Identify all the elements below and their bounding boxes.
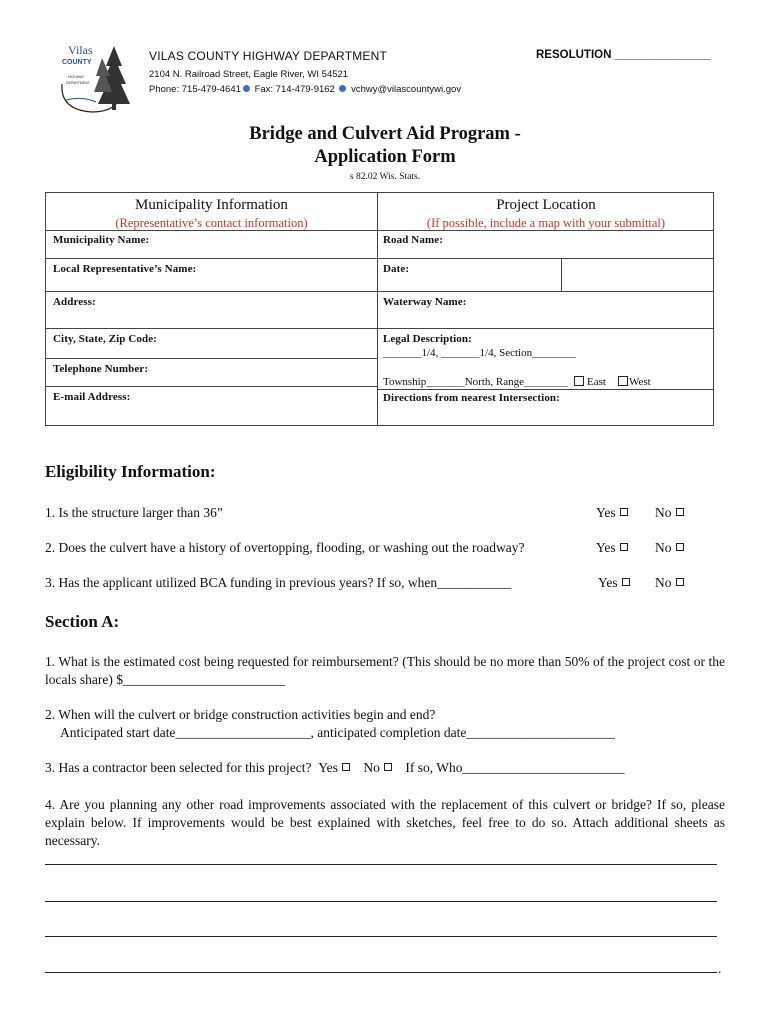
address-field[interactable]: Address: (53, 296, 96, 308)
explanation-line-4[interactable] (45, 972, 717, 973)
representative-name-field[interactable]: Local Representative’s Name: (53, 263, 197, 275)
section-a-question-1[interactable]: 1. What is the estimated cost being requested for reimbursement? (This should be no more than 50% of the project cost or the locals share) $________________________ (45, 654, 725, 687)
statute-reference: s 82.02 Wis. Stats. (349, 172, 421, 182)
q2-yes-checkbox[interactable] (620, 543, 628, 551)
form-title: Bridge and Culvert Aid Program - (249, 124, 521, 144)
letterhead (0, 0, 770, 120)
yes-label: Yes (598, 575, 618, 590)
waterway-name-field[interactable]: Waterway Name: (383, 296, 467, 308)
section-a-question-3 (45, 760, 625, 776)
q3-contractor-no-label: No (363, 760, 380, 775)
q3-no-option[interactable] (655, 575, 684, 591)
municipality-heading: Municipality Information (135, 197, 288, 213)
svg-text:COUNTY: COUNTY (62, 59, 92, 66)
svg-text:Vilas: Vilas (68, 44, 93, 57)
directions-field[interactable]: Directions from nearest Intersection: (383, 392, 560, 404)
project-heading: Project Location (496, 197, 596, 213)
east-label: East (587, 376, 606, 388)
project-subheading: (If possible, include a map with your submittal) (426, 216, 666, 230)
q1-no-checkbox[interactable] (676, 508, 684, 516)
bullet-icon (339, 85, 346, 92)
telephone-field[interactable]: Telephone Number: (53, 363, 149, 375)
q1-no-option[interactable] (655, 505, 684, 521)
date-field[interactable]: Date: (383, 263, 410, 275)
q3-no-checkbox[interactable] (676, 578, 684, 586)
yes-label: Yes (596, 540, 616, 555)
email-text: vchwy@vilascountywi.gov (351, 84, 462, 95)
form-title-line2: Application Form (314, 147, 456, 167)
explanation-line-3[interactable] (45, 936, 717, 937)
contractor-yes-checkbox[interactable] (342, 763, 350, 771)
q2-yes-option[interactable] (596, 540, 628, 556)
q2-no-checkbox[interactable] (676, 543, 684, 551)
q3-yes-option[interactable] (598, 575, 630, 591)
municipality-name-field[interactable]: Municipality Name: (53, 234, 150, 246)
section-a-question-2-dates[interactable]: Anticipated start date____________________, anticipated completion date______________________ (60, 725, 615, 740)
bullet-icon (243, 85, 250, 92)
section-a-question-2: 2. When will the culvert or bridge construction activities begin and end? (45, 707, 436, 722)
contractor-who-field[interactable]: If so, Who________________________ (405, 760, 625, 775)
information-table (45, 192, 714, 426)
svg-text:DEPARTMENT: DEPARTMENT (66, 81, 90, 85)
section-a-question-4: 4. Are you planning any other road improvements associated with the replacement of this culvert or bridge? If so, please explain below. If improvements would be best explained with sketches, feel free to do so. Attach additional sheets as necessary. (45, 797, 725, 848)
department-contact (149, 84, 461, 95)
east-checkbox[interactable] (574, 376, 584, 386)
eligibility-question-3[interactable]: 3. Has the applicant utilized BCA funding in previous years? If so, when___________ (45, 575, 512, 590)
explanation-line-1[interactable] (45, 864, 717, 865)
eligibility-heading: Eligibility Information: (45, 462, 216, 481)
no-label: No (655, 540, 672, 555)
eligibility-question-1: 1. Is the structure larger than 36” (45, 505, 223, 520)
township-range-text[interactable]: Township_______North, Range________ (383, 376, 568, 388)
yes-label: Yes (596, 505, 616, 520)
q1-yes-checkbox[interactable] (620, 508, 628, 516)
municipality-subheading: (Representative’s contact information) (115, 216, 308, 230)
fax-text: Fax: 714-479-9162 (254, 84, 335, 95)
q3-contractor-text: 3. Has a contractor been selected for this project? (45, 760, 312, 775)
q3-contractor-yes-label: Yes (318, 760, 338, 775)
svg-text:HIGHWAY: HIGHWAY (68, 75, 85, 79)
q1-yes-option[interactable] (596, 505, 628, 521)
vilas-county-logo (56, 44, 132, 114)
department-name: VILAS COUNTY HIGHWAY DEPARTMENT (149, 49, 388, 63)
resolution-field[interactable]: RESOLUTION _______________ (536, 49, 711, 61)
q2-no-option[interactable] (655, 540, 684, 556)
eligibility-question-2: 2. Does the culvert have a history of overtopping, flooding, or washing out the roadway? (45, 540, 525, 555)
west-checkbox[interactable] (618, 376, 628, 386)
end-period: . (718, 961, 722, 976)
west-label: West (628, 376, 651, 388)
q3-yes-checkbox[interactable] (622, 578, 630, 586)
no-label: No (655, 575, 672, 590)
no-label: No (655, 505, 672, 520)
department-address: 2104 N. Railroad Street, Eagle River, WI 54521 (149, 69, 349, 80)
explanation-line-2[interactable] (45, 901, 717, 902)
email-address-field[interactable]: E-mail Address: (53, 391, 131, 403)
phone-text: Phone: 715-479-4641 (149, 84, 241, 95)
contractor-no-checkbox[interactable] (384, 763, 392, 771)
township-range-line (383, 376, 651, 388)
section-a-heading: Section A: (45, 612, 120, 631)
legal-quarter-section-line[interactable]: _______1/4, _______1/4, Section________ (383, 347, 577, 359)
city-state-zip-field[interactable]: City, State, Zip Code: (53, 333, 157, 345)
legal-description-field[interactable]: Legal Description: (383, 333, 472, 345)
road-name-field[interactable]: Road Name: (383, 234, 443, 246)
